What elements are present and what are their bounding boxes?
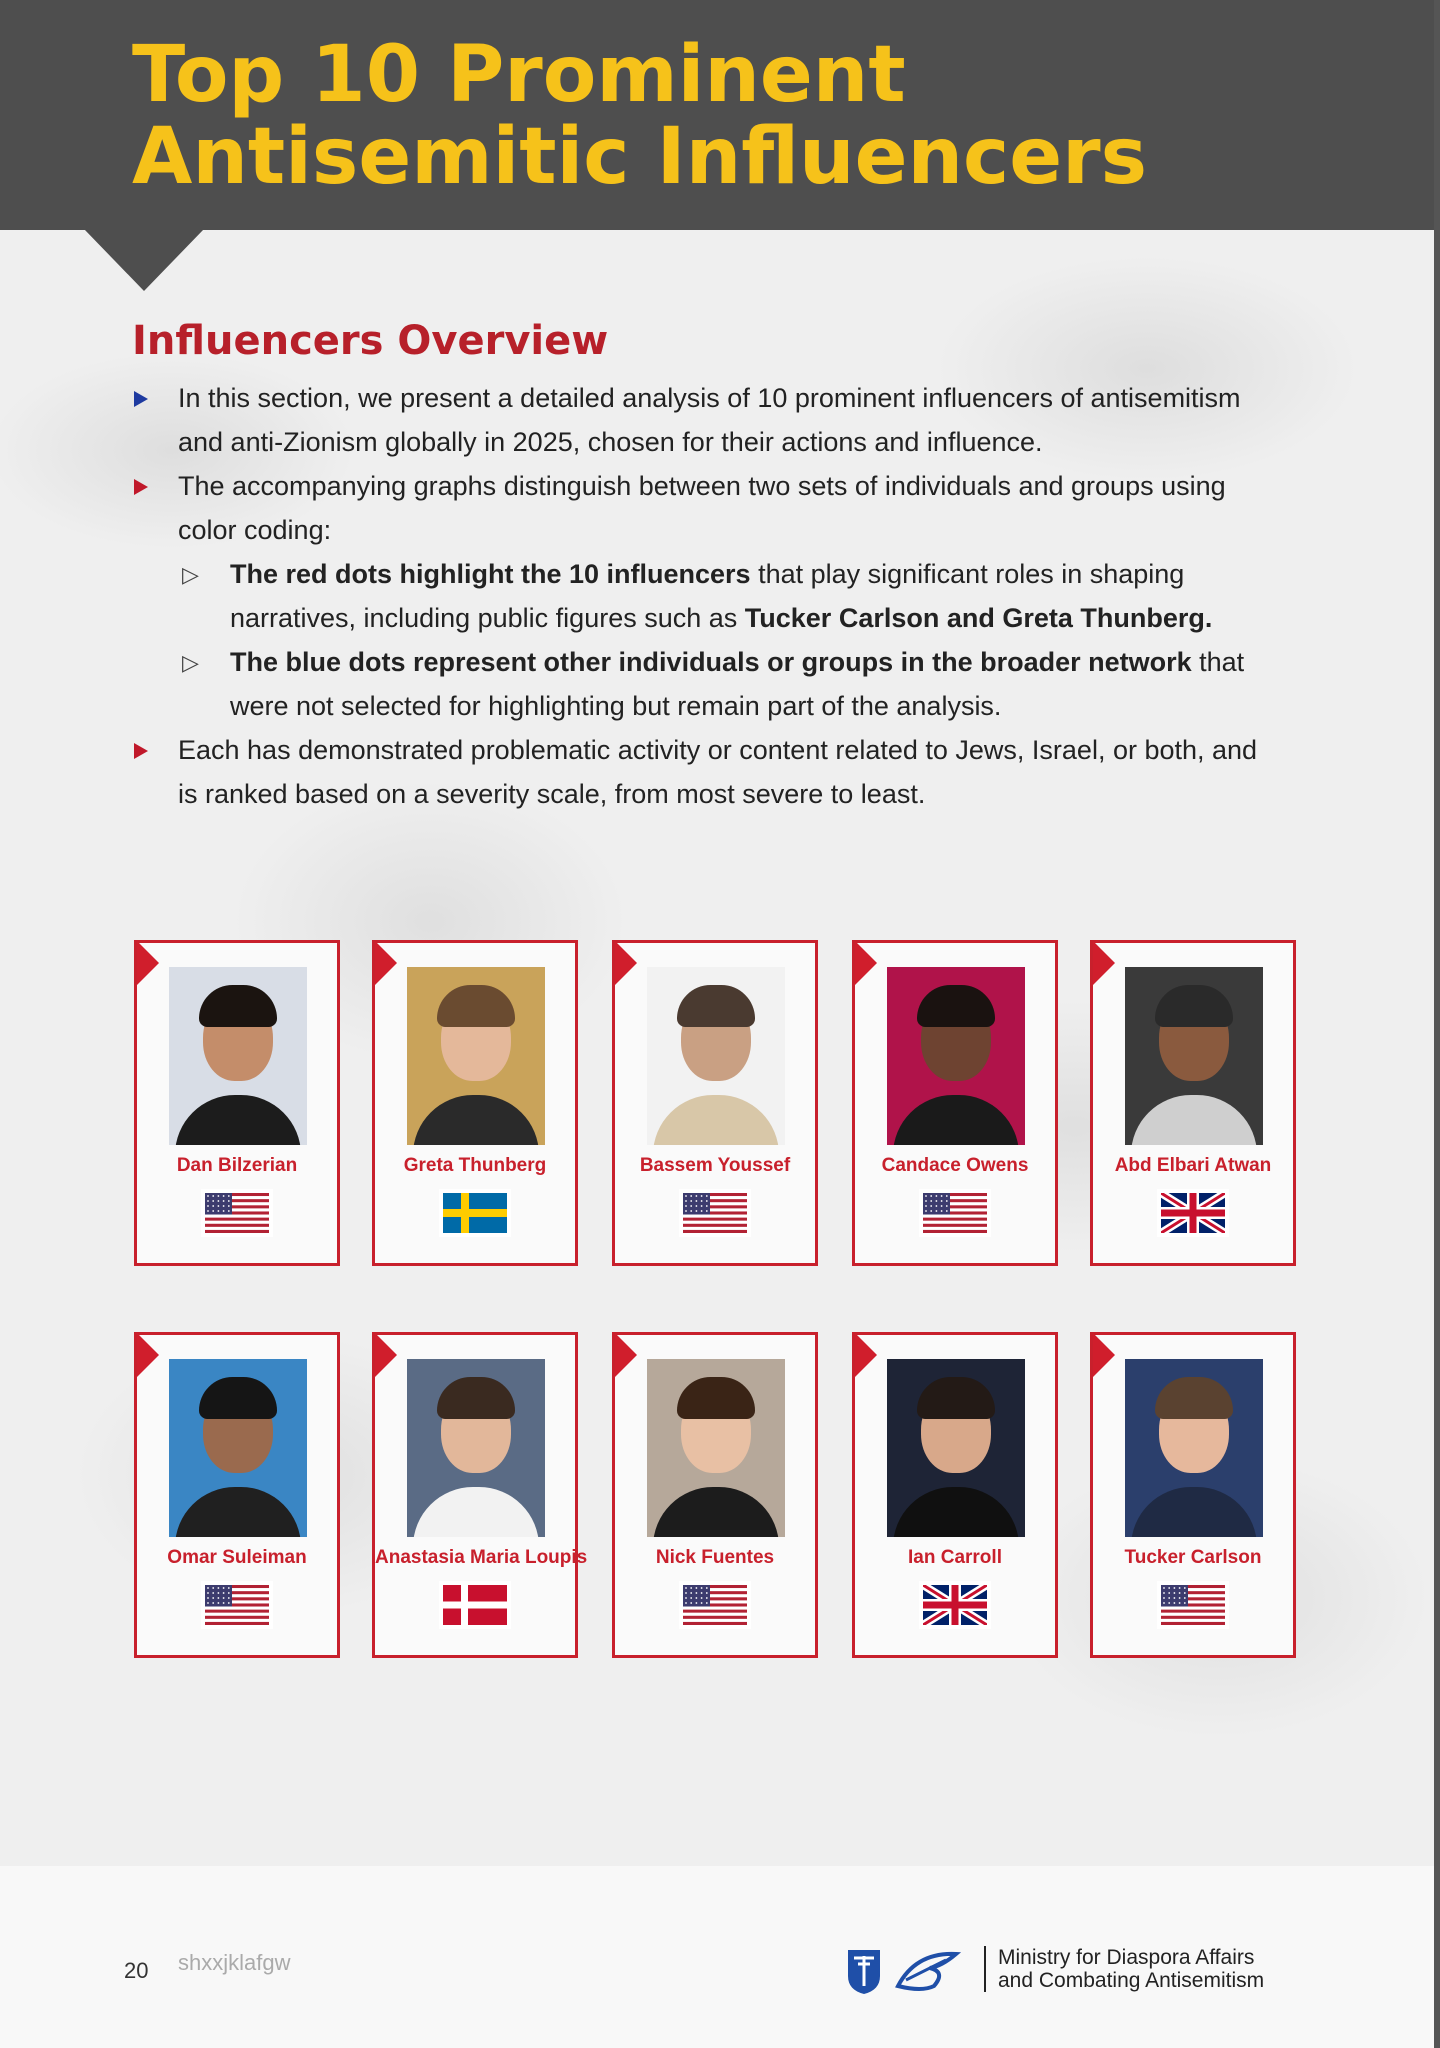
bullet-intro: In this section, we present a detailed analysis of 10 prominent influencers of antisemitism and anti-Zionism globally in 2025, chosen for their actions and influence. bbox=[132, 376, 1282, 464]
footer-tag: shxxjklafgw bbox=[178, 1950, 291, 1975]
card-corner-marker bbox=[375, 941, 397, 985]
page-title-line1: Top 10 Prominent bbox=[132, 30, 906, 120]
influencer-photo bbox=[647, 1359, 785, 1537]
ministry-emblem-icon bbox=[846, 1946, 976, 1996]
influencer-card bbox=[1090, 1332, 1296, 1658]
influencer-photo bbox=[169, 967, 307, 1145]
uk-flag-icon bbox=[1157, 1189, 1229, 1237]
us-flag-icon bbox=[1157, 1581, 1229, 1629]
us-flag-icon bbox=[679, 1189, 751, 1237]
us-flag-icon bbox=[201, 1581, 273, 1629]
sub-bullet-red-dots: ▷ The red dots highlight the 10 influencers that play significant roles in shaping narratives, including public figures such as Tucker Carlson and Greta Thunberg. bbox=[182, 559, 1213, 633]
us-flag-icon bbox=[679, 1581, 751, 1629]
sweden-flag-icon bbox=[439, 1189, 511, 1237]
influencer-photo bbox=[1125, 1359, 1263, 1537]
influencer-card bbox=[1090, 940, 1296, 1266]
card-corner-marker bbox=[1093, 1333, 1115, 1377]
page-title-line2: Antisemitic Influencers bbox=[132, 112, 1148, 202]
card-corner-marker bbox=[855, 941, 877, 985]
ministry-logos bbox=[846, 1946, 976, 2000]
influencer-card bbox=[134, 940, 340, 1266]
bullet-marker-blue-icon bbox=[134, 391, 148, 407]
influencer-photo bbox=[407, 1359, 545, 1537]
influencer-photo bbox=[887, 967, 1025, 1145]
card-corner-marker bbox=[855, 1333, 877, 1377]
card-corner-marker bbox=[1093, 941, 1115, 985]
bullet-ranking: Each has demonstrated problematic activity or content related to Jews, Israel, or both, and is ranked based on a severity scale, from most severe to least. bbox=[132, 728, 1282, 816]
card-corner-marker bbox=[615, 941, 637, 985]
us-flag-icon bbox=[919, 1189, 991, 1237]
bullet-marker-red-icon bbox=[134, 479, 148, 495]
section-title: Influencers Overview bbox=[132, 318, 609, 364]
uk-flag-icon bbox=[919, 1581, 991, 1629]
influencer-card bbox=[372, 940, 578, 1266]
influencer-name: Omar Suleiman bbox=[167, 1547, 307, 1568]
influencer-card bbox=[612, 1332, 818, 1658]
influencer-card bbox=[852, 1332, 1058, 1658]
header-band bbox=[0, 0, 1434, 230]
open-triangle-icon: ▷ bbox=[182, 650, 199, 675]
influencer-photo bbox=[169, 1359, 307, 1537]
influencer-name: Abd Elbari Atwan bbox=[1114, 1155, 1272, 1176]
us-flag-icon bbox=[201, 1189, 273, 1237]
bullet-graphs: The accompanying graphs distinguish between two sets of individuals and groups using color coding: bbox=[132, 464, 1282, 552]
influencer-card bbox=[372, 1332, 588, 1658]
influencer-name: Greta Thunberg bbox=[403, 1155, 547, 1176]
card-corner-marker bbox=[137, 1333, 159, 1377]
bullet-marker-red-icon bbox=[134, 743, 148, 759]
influencer-card bbox=[852, 940, 1058, 1266]
card-corner-marker bbox=[375, 1333, 397, 1377]
overview-bullets bbox=[132, 376, 1282, 816]
influencer-card bbox=[612, 940, 818, 1266]
sub-bullet-blue-dots: ▷ The blue dots represent other individuals or groups in the broader network that were not selected for highlighting but remain part of the analysis. bbox=[182, 647, 1245, 721]
open-triangle-icon: ▷ bbox=[182, 562, 199, 587]
influencer-name: Nick Fuentes bbox=[655, 1547, 775, 1568]
page-title bbox=[132, 30, 1332, 202]
influencer-name: Candace Owens bbox=[881, 1155, 1029, 1176]
influencer-name: Bassem Youssef bbox=[639, 1155, 791, 1176]
influencer-name: Tucker Carlson bbox=[1124, 1547, 1262, 1568]
page-number: 20 bbox=[124, 1958, 149, 1983]
influencer-name: Dan Bilzerian bbox=[176, 1155, 298, 1176]
influencer-name: Ian Carroll bbox=[908, 1547, 1002, 1568]
influencer-photo bbox=[887, 1359, 1025, 1537]
influencer-photo bbox=[1125, 967, 1263, 1145]
influencer-photo bbox=[647, 967, 785, 1145]
influencer-card bbox=[134, 1332, 340, 1658]
influencer-name: Anastasia Maria Loupis bbox=[375, 1547, 588, 1568]
ministry-name: Ministry for Diaspora Affairs and Combating Antisemitism bbox=[984, 1946, 1264, 1992]
header-notch bbox=[84, 229, 204, 291]
denmark-flag-icon bbox=[439, 1581, 511, 1629]
card-corner-marker bbox=[615, 1333, 637, 1377]
card-corner-marker bbox=[137, 941, 159, 985]
influencer-photo bbox=[407, 967, 545, 1145]
